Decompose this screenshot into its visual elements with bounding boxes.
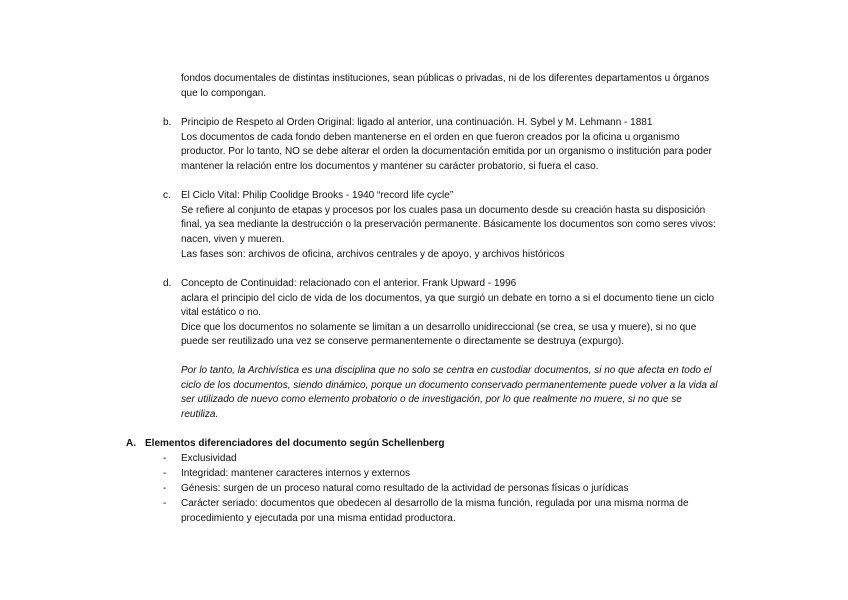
list-marker: d. [163,278,172,289]
bullet-item: Carácter seriado: documentos que obedecen al desarrollo de la misma función, regulada por una misma norma de [181,498,689,509]
intro-line: fondos documentales de distintas instituciones, sean públicas o privadas, ni de los diferentes departamentos u órganos [181,73,710,84]
list-item-line: mantener la relación entre los documentos y mantener su carácter probatorio, si fuera el caso. [181,161,599,172]
list-item-line: Se refiere al conjunto de etapas y procesos por los cuales pasa un documento desde su creación hasta su disposición [181,205,706,216]
bullet-item: Exclusividad [181,453,237,464]
conclusion-line: ciclo de los documentos, siendo dinámico, porque un documento conservado permanentemente puede volver a la vida al [181,380,718,391]
list-item-line: vital estático o no. [181,307,262,318]
bullet-marker: - [163,483,167,494]
section-marker: A. [126,438,136,449]
list-marker: b. [163,117,172,128]
bullet-item: Génesis: surgen de un proceso natural como resultado de la actividad de personas físicas o jurídicas [181,483,629,494]
list-item-line: Los documentos de cada fondo deben mantenerse en el orden en que fueron creados por la oficina u organismo [181,132,680,143]
list-item-title: Concepto de Continuidad: relacionado con el anterior. Frank Upward - 1996 [181,278,517,289]
bullet-marker: - [163,468,167,479]
section-heading: Elementos diferenciadores del documento según Schellenberg [145,438,445,449]
bullet-marker: - [163,453,167,464]
list-item-title: Principio de Respeto al Orden Original: ligado al anterior, una continuación. H. Sybel y M. Lehmann - 1881 [181,117,653,128]
intro-line: que lo compongan. [181,88,267,99]
conclusion-line: Por lo tanto, la Archivística es una disciplina que no solo se centra en custodiar documentos, si no que afecta en todo el [181,365,712,376]
list-item-line: final, ya sea mediante la destrucción o la preservación permanente. Básicamente los documentos son como seres vivos: [181,219,716,230]
list-item-line: Dice que los documentos no solamente se limitan a un desarrollo unidireccional (se crea, se usa y muere), si no que [181,322,697,333]
bullet-item-line: procedimiento y ejecutada por una misma entidad productora. [181,513,456,524]
bullet-item: Integridad: mantener caracteres internos y externos [181,468,411,479]
conclusion-line: reutiliza. [181,409,219,420]
list-item-line: puede ser reutilizado una vez se conserve permanentemente o directamente se destruya (expurgo). [181,336,625,347]
list-item-title: El Ciclo Vital: Philip Coolidge Brooks - 1940 “record life cycle” [181,190,454,201]
list-item-line: productor. Por lo tanto, NO se debe alterar el orden la documentación emitida por un organismo o institución para poder [181,146,712,157]
list-item-line: aclara el principio del ciclo de vida de los documentos, ya que surgió un debate en torno a si el documento tiene un ciclo [181,293,715,304]
list-marker: c. [163,190,171,201]
bullet-marker: - [163,498,167,509]
list-item-line: Las fases son: archivos de oficina, archivos centrales y de apoyo, y archivos históricos [181,249,565,260]
list-item-line: nacen, viven y mueren. [181,234,285,245]
conclusion-line: ser utilizado de nuevo como elemento probatorio o de investigación, por lo que realmente no muere, si no que se [181,394,682,405]
